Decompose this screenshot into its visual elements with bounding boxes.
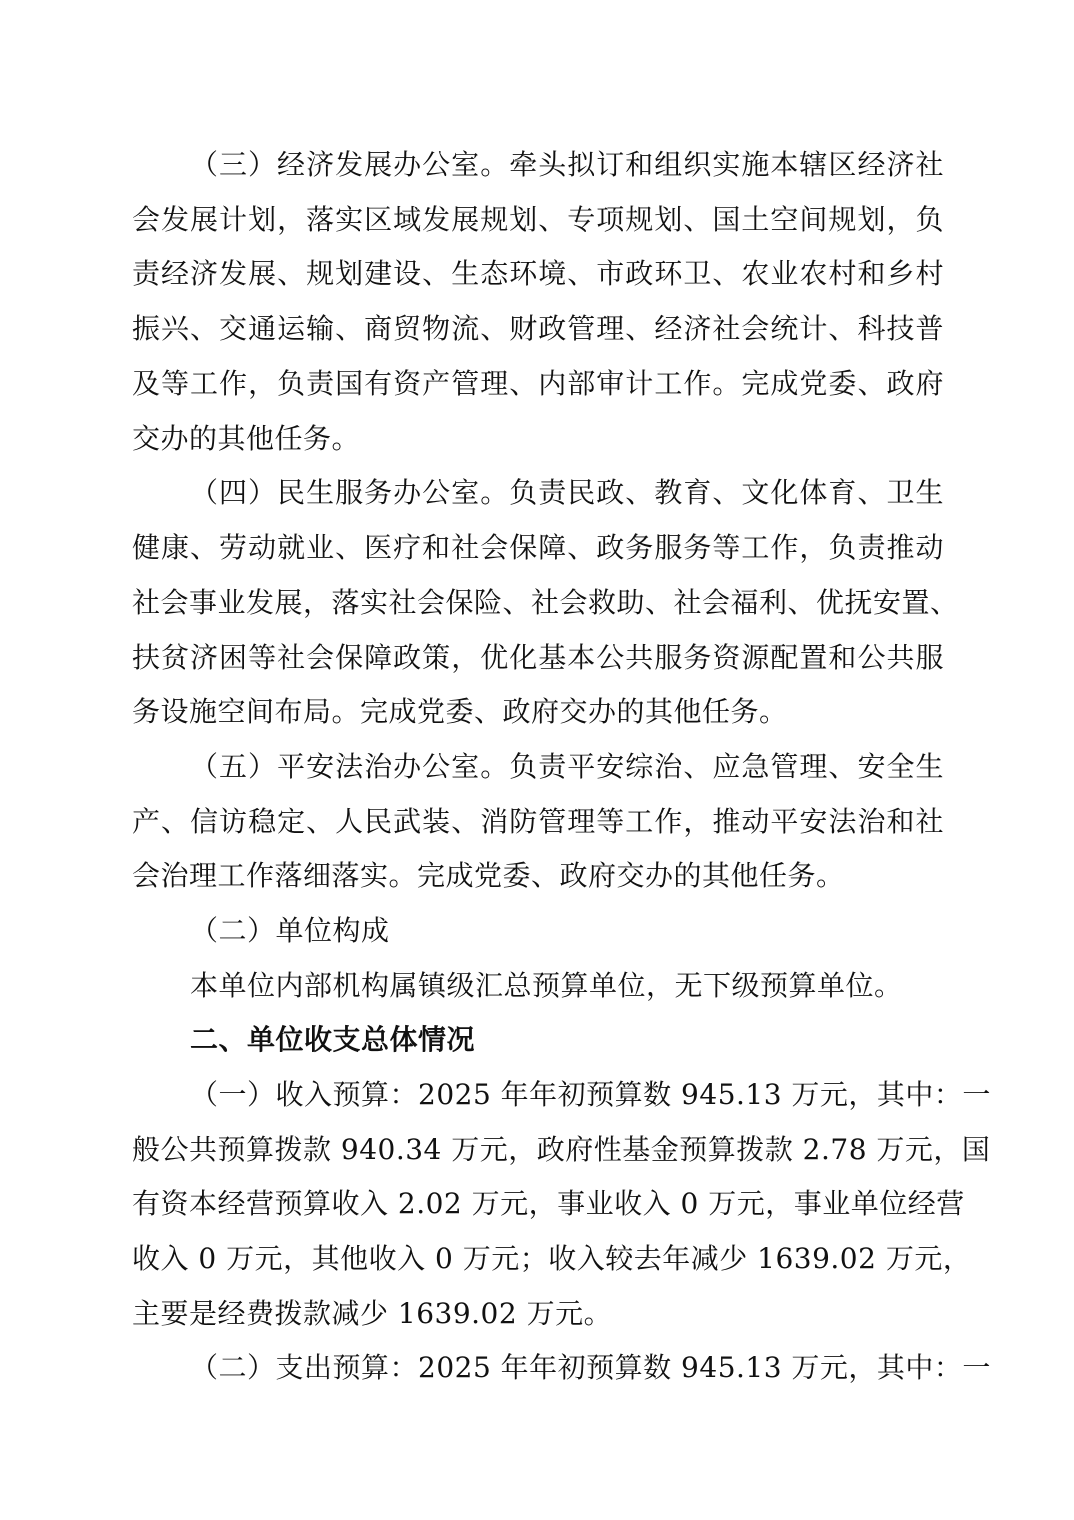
para-4-line-4: 扶贫济困等社会保障政策，优化基本公共服务资源配置和公共服 [132,641,944,674]
unit-composition-text: 本单位内部机构属镇级汇总预算单位，无下级预算单位。 [190,969,903,1002]
income-para-line-4: 收入 0 万元，其他收入 0 万元；收入较去年减少 1639.02 万元， [132,1242,972,1275]
para-3-line-6: 交办的其他任务。 [132,422,361,455]
para-3-line-5: 及等工作，负责国有资产管理、内部审计工作。完成党委、政府 [132,367,944,400]
para-3-line-1: （三）经济发展办公室。牵头拟订和组织实施本辖区经济社 [190,148,944,181]
expense-para-line-1: （二）支出预算：2025 年年初预算数 945.13 万元，其中：一 [190,1351,991,1384]
para-5-line-2: 产、信访稳定、人民武装、消防管理等工作，推动平安法治和社 [132,805,944,838]
para-4-line-2: 健康、劳动就业、医疗和社会保障、政务服务等工作，负责推动 [132,531,944,564]
para-4-line-3: 社会事业发展，落实社会保险、社会救助、社会福利、优抚安置、 [132,586,959,619]
para-4-line-5: 务设施空间布局。完成党委、政府交办的其他任务。 [132,695,788,728]
income-para-line-1: （一）收入预算：2025 年年初预算数 945.13 万元，其中：一 [190,1078,991,1111]
income-para-line-5: 主要是经费拨款减少 1639.02 万元。 [132,1297,613,1330]
para-3-line-4: 振兴、交通运输、商贸物流、财政管理、经济社会统计、科技普 [132,312,944,345]
para-5-line-3: 会治理工作落细落实。完成党委、政府交办的其他任务。 [132,859,845,892]
para-3-line-2: 会发展计划，落实区域发展规划、专项规划、国土空间规划，负 [132,203,944,236]
para-4-line-1: （四）民生服务办公室。负责民政、教育、文化体育、卫生 [190,476,944,509]
income-para-line-2: 般公共预算拨款 940.34 万元，政府性基金预算拨款 2.78 万元，国 [132,1133,991,1166]
section-2-heading: 二、单位收支总体情况 [190,1023,476,1056]
section-unit-composition-heading: （二）单位构成 [190,914,390,947]
para-5-line-1: （五）平安法治办公室。负责平安综治、应急管理、安全生 [190,750,944,783]
income-para-line-3: 有资本经营预算收入 2.02 万元，事业收入 0 万元，事业单位经营 [132,1187,965,1220]
para-3-line-3: 责经济发展、规划建设、生态环境、市政环卫、农业农村和乡村 [132,257,944,290]
